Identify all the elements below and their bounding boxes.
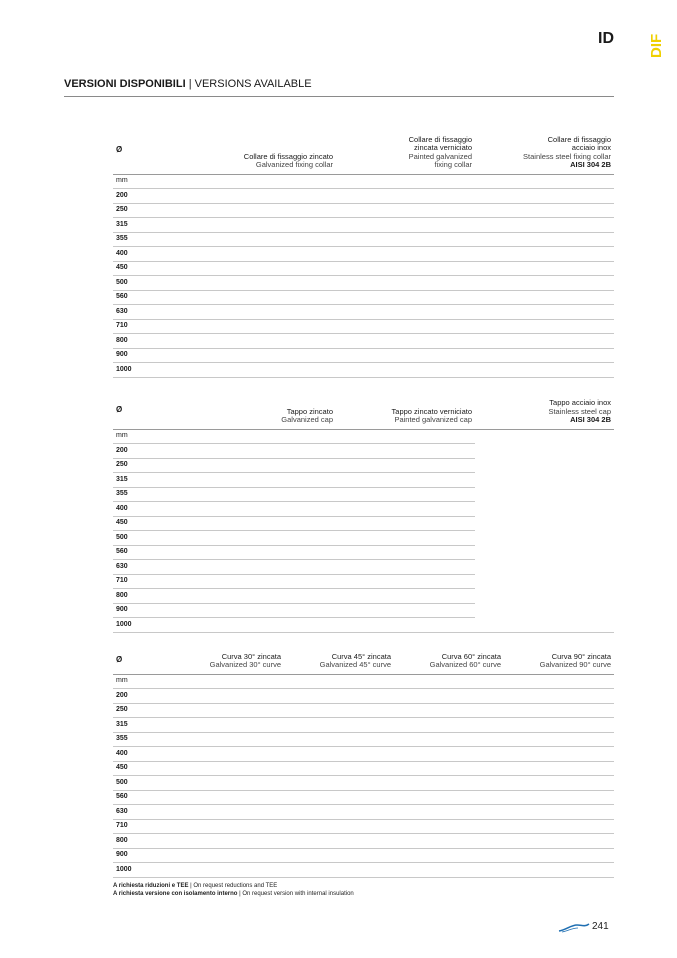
table-row	[113, 319, 614, 334]
diameter-cell: 315	[113, 718, 168, 733]
empty-cell	[475, 203, 614, 218]
header-en: Painted galvanized fixing collar	[408, 151, 472, 169]
section-title-en: VERSIONS AVAILABLE	[194, 78, 312, 90]
table-row	[113, 589, 614, 604]
empty-cell	[284, 674, 394, 689]
empty-cell	[208, 261, 336, 276]
empty-cell	[475, 189, 614, 204]
empty-cell	[168, 848, 284, 863]
diameter-cell: 710	[113, 574, 208, 589]
table-row	[113, 305, 614, 320]
empty-cell	[208, 189, 336, 204]
empty-cell	[208, 444, 336, 459]
diameter-cell: 500	[113, 776, 168, 791]
empty-cell	[475, 218, 614, 233]
empty-cell	[504, 834, 614, 849]
empty-cell	[168, 747, 284, 762]
empty-cell	[336, 174, 475, 189]
empty-cell	[336, 189, 475, 204]
empty-cell	[168, 819, 284, 834]
footnote-en: | On request reductions and TEE	[188, 883, 278, 889]
empty-cell	[336, 473, 475, 488]
wave-logo-icon	[558, 921, 590, 933]
header-curve-60	[394, 650, 504, 674]
empty-cell	[336, 502, 475, 517]
header-it: Curva 45° zincata	[331, 651, 391, 661]
diameter-cell: 450	[113, 261, 208, 276]
diameter-cell: 630	[113, 560, 208, 575]
empty-cell	[504, 863, 614, 878]
empty-cell	[336, 218, 475, 233]
table-row	[113, 473, 614, 488]
empty-cell	[475, 560, 614, 575]
header-it: Collare di fissaggio zincata verniciato	[408, 134, 472, 152]
table-row	[113, 487, 614, 502]
empty-cell	[475, 305, 614, 320]
empty-cell	[168, 776, 284, 791]
table-row	[113, 761, 614, 776]
empty-cell	[336, 560, 475, 575]
section-title-it: VERSIONI DISPONIBILI	[64, 78, 186, 90]
section-title	[64, 78, 312, 90]
empty-cell	[208, 458, 336, 473]
diameter-cell: 355	[113, 232, 208, 247]
diameter-header: Ø	[113, 650, 168, 674]
collars-table	[113, 130, 614, 378]
header-en: Galvanized 45° curve	[319, 660, 391, 669]
empty-cell	[208, 516, 336, 531]
diameter-cell: 560	[113, 290, 208, 305]
empty-cell	[208, 290, 336, 305]
table-row	[113, 531, 614, 546]
header-en: Galvanized cap	[281, 415, 333, 424]
diameter-cell: 400	[113, 247, 208, 262]
empty-cell	[475, 363, 614, 378]
header-it: Collare di fissaggio zincato	[243, 151, 333, 161]
empty-cell	[168, 732, 284, 747]
curves-table	[113, 650, 614, 878]
table-row	[113, 703, 614, 718]
header-it: Collare di fissaggio acciaio inox	[547, 134, 611, 152]
empty-cell	[208, 319, 336, 334]
empty-cell	[504, 819, 614, 834]
header-material: AISI 304 2B	[570, 415, 611, 424]
table-row	[113, 747, 614, 762]
diameter-cell: 800	[113, 334, 208, 349]
table-row	[113, 776, 614, 791]
diameter-cell: 400	[113, 502, 208, 517]
table-row	[113, 545, 614, 560]
empty-cell	[475, 348, 614, 363]
empty-cell	[284, 718, 394, 733]
empty-cell	[394, 674, 504, 689]
empty-cell	[475, 232, 614, 247]
diameter-cell: 200	[113, 189, 208, 204]
empty-cell	[208, 218, 336, 233]
diameter-cell: 900	[113, 348, 208, 363]
empty-cell	[208, 334, 336, 349]
empty-cell	[168, 863, 284, 878]
empty-cell	[284, 819, 394, 834]
empty-cell	[336, 348, 475, 363]
empty-cell	[284, 776, 394, 791]
empty-cell	[168, 674, 284, 689]
table-row	[113, 848, 614, 863]
header-painted-collar	[336, 130, 475, 174]
empty-cell	[208, 589, 336, 604]
empty-cell	[168, 761, 284, 776]
empty-cell	[475, 574, 614, 589]
header-galvanized-collar	[208, 130, 336, 174]
empty-cell	[504, 805, 614, 820]
table-row	[113, 218, 614, 233]
empty-cell	[208, 203, 336, 218]
diameter-cell: 500	[113, 276, 208, 291]
empty-cell	[504, 761, 614, 776]
table-row	[113, 334, 614, 349]
table-row	[113, 189, 614, 204]
unit-row	[113, 174, 614, 189]
header-curve-30	[168, 650, 284, 674]
diameter-cell: 710	[113, 319, 208, 334]
empty-cell	[394, 848, 504, 863]
empty-cell	[168, 689, 284, 704]
empty-cell	[504, 718, 614, 733]
table-row	[113, 458, 614, 473]
table-row	[113, 502, 614, 517]
empty-cell	[394, 790, 504, 805]
diameter-cell: 1000	[113, 363, 208, 378]
table-row	[113, 261, 614, 276]
empty-cell	[504, 674, 614, 689]
footnote-it: A richiesta riduzioni e TEE	[113, 883, 189, 889]
empty-cell	[475, 516, 614, 531]
empty-cell	[504, 790, 614, 805]
diameter-header: Ø	[113, 396, 208, 429]
unit-row	[113, 429, 614, 444]
empty-cell	[475, 334, 614, 349]
header-code: ID	[598, 30, 614, 47]
table-row	[113, 574, 614, 589]
empty-cell	[336, 363, 475, 378]
empty-cell	[475, 487, 614, 502]
empty-cell	[336, 531, 475, 546]
empty-cell	[336, 247, 475, 262]
header-en: Stainless steel cap	[548, 406, 611, 416]
diameter-cell: 500	[113, 531, 208, 546]
diameter-cell: 250	[113, 703, 168, 718]
empty-cell	[336, 618, 475, 633]
header-material: AISI 304 2B	[570, 160, 611, 169]
empty-cell	[208, 502, 336, 517]
empty-cell	[336, 429, 475, 444]
empty-cell	[208, 174, 336, 189]
empty-cell	[394, 732, 504, 747]
empty-cell	[208, 348, 336, 363]
diameter-cell: 710	[113, 819, 168, 834]
empty-cell	[208, 603, 336, 618]
diameter-cell: 315	[113, 473, 208, 488]
section-title-separator: |	[185, 78, 195, 90]
unit-row	[113, 674, 614, 689]
table-row	[113, 618, 614, 633]
empty-cell	[208, 560, 336, 575]
table-row	[113, 232, 614, 247]
unit-cell: mm	[113, 674, 168, 689]
table-row	[113, 790, 614, 805]
empty-cell	[208, 487, 336, 502]
empty-cell	[475, 319, 614, 334]
empty-cell	[336, 458, 475, 473]
empty-cell	[394, 863, 504, 878]
empty-cell	[394, 805, 504, 820]
empty-cell	[208, 545, 336, 560]
empty-cell	[284, 834, 394, 849]
diameter-cell: 250	[113, 458, 208, 473]
empty-cell	[208, 232, 336, 247]
page-number: 241	[592, 921, 609, 932]
empty-cell	[284, 790, 394, 805]
header-galvanized-cap	[208, 396, 336, 429]
header-curve-90	[504, 650, 614, 674]
empty-cell	[336, 319, 475, 334]
table-row	[113, 603, 614, 618]
empty-cell	[504, 732, 614, 747]
empty-cell	[504, 848, 614, 863]
header-en: Galvanized 30° curve	[209, 660, 281, 669]
empty-cell	[208, 305, 336, 320]
footnote-insulation	[113, 890, 354, 898]
caps-table	[113, 396, 614, 633]
empty-cell	[394, 747, 504, 762]
header-en: Painted galvanized cap	[394, 415, 472, 424]
header-en: Galvanized fixing collar	[255, 160, 333, 169]
empty-cell	[504, 689, 614, 704]
empty-cell	[208, 276, 336, 291]
empty-cell	[336, 334, 475, 349]
empty-cell	[475, 473, 614, 488]
empty-cell	[284, 747, 394, 762]
empty-cell	[208, 531, 336, 546]
empty-cell	[394, 761, 504, 776]
empty-cell	[475, 174, 614, 189]
diameter-cell: 355	[113, 732, 168, 747]
table-row	[113, 247, 614, 262]
diameter-cell: 400	[113, 747, 168, 762]
empty-cell	[336, 305, 475, 320]
table-row	[113, 203, 614, 218]
empty-cell	[208, 473, 336, 488]
empty-cell	[336, 574, 475, 589]
header-it: Curva 30° zincata	[221, 651, 281, 661]
header-en: Galvanized 60° curve	[429, 660, 501, 669]
diameter-header: Ø	[113, 130, 208, 174]
empty-cell	[475, 444, 614, 459]
diameter-cell: 200	[113, 444, 208, 459]
diameter-cell: 900	[113, 603, 208, 618]
empty-cell	[475, 261, 614, 276]
table-row	[113, 732, 614, 747]
table-row	[113, 863, 614, 878]
empty-cell	[336, 589, 475, 604]
empty-cell	[284, 848, 394, 863]
diameter-cell: 630	[113, 805, 168, 820]
unit-cell: mm	[113, 174, 208, 189]
empty-cell	[475, 276, 614, 291]
empty-cell	[284, 703, 394, 718]
empty-cell	[284, 761, 394, 776]
header-stainless-collar	[475, 130, 614, 174]
footnotes	[113, 882, 354, 898]
diameter-cell: 315	[113, 218, 208, 233]
empty-cell	[336, 545, 475, 560]
table-row	[113, 363, 614, 378]
empty-cell	[475, 618, 614, 633]
empty-cell	[504, 776, 614, 791]
empty-cell	[336, 487, 475, 502]
empty-cell	[284, 732, 394, 747]
diameter-cell: 200	[113, 689, 168, 704]
empty-cell	[475, 502, 614, 517]
diameter-cell: 450	[113, 516, 208, 531]
empty-cell	[336, 261, 475, 276]
unit-cell: mm	[113, 429, 208, 444]
empty-cell	[208, 429, 336, 444]
footnote-en: | On request version with internal insulation	[237, 891, 354, 897]
empty-cell	[475, 458, 614, 473]
empty-cell	[284, 805, 394, 820]
empty-cell	[394, 834, 504, 849]
empty-cell	[208, 363, 336, 378]
diameter-cell: 1000	[113, 863, 168, 878]
empty-cell	[168, 805, 284, 820]
empty-cell	[475, 531, 614, 546]
empty-cell	[475, 290, 614, 305]
diameter-cell: 800	[113, 589, 208, 604]
empty-cell	[475, 545, 614, 560]
side-tab-label: DIF	[648, 33, 665, 59]
diameter-cell: 560	[113, 790, 168, 805]
footnote-it: A richiesta versione con isolamento interno	[113, 891, 238, 897]
diameter-cell: 800	[113, 834, 168, 849]
empty-cell	[336, 444, 475, 459]
header-painted-cap	[336, 396, 475, 429]
header-en: Stainless steel fixing collar	[523, 151, 611, 161]
table-row	[113, 276, 614, 291]
empty-cell	[394, 819, 504, 834]
header-stainless-cap	[475, 396, 614, 429]
empty-cell	[336, 516, 475, 531]
empty-cell	[336, 276, 475, 291]
header-it: Curva 60° zincata	[441, 651, 501, 661]
header-it: Tappo acciaio inox	[549, 398, 611, 407]
diameter-cell: 1000	[113, 618, 208, 633]
diameter-cell: 450	[113, 761, 168, 776]
table-row	[113, 805, 614, 820]
header-en: Galvanized 90° curve	[539, 660, 611, 669]
empty-cell	[394, 703, 504, 718]
empty-cell	[284, 689, 394, 704]
diameter-cell: 560	[113, 545, 208, 560]
table-row	[113, 560, 614, 575]
diameter-cell: 355	[113, 487, 208, 502]
empty-cell	[208, 574, 336, 589]
empty-cell	[394, 718, 504, 733]
table-row	[113, 348, 614, 363]
empty-cell	[168, 790, 284, 805]
table-row	[113, 819, 614, 834]
table-row	[113, 689, 614, 704]
empty-cell	[504, 703, 614, 718]
header-it: Tappo zincato verniciato	[391, 406, 472, 416]
empty-cell	[475, 589, 614, 604]
header-it: Tappo zincato	[286, 406, 333, 416]
title-divider	[64, 96, 614, 97]
empty-cell	[394, 776, 504, 791]
diameter-cell: 630	[113, 305, 208, 320]
empty-cell	[336, 290, 475, 305]
table-row	[113, 516, 614, 531]
empty-cell	[394, 689, 504, 704]
empty-cell	[284, 863, 394, 878]
empty-cell	[475, 603, 614, 618]
empty-cell	[336, 603, 475, 618]
diameter-cell: 250	[113, 203, 208, 218]
empty-cell	[504, 747, 614, 762]
empty-cell	[336, 203, 475, 218]
empty-cell	[208, 618, 336, 633]
table-row	[113, 834, 614, 849]
footnote-reductions	[113, 882, 354, 890]
empty-cell	[168, 834, 284, 849]
empty-cell	[336, 232, 475, 247]
table-row	[113, 290, 614, 305]
diameter-cell: 900	[113, 848, 168, 863]
empty-cell	[475, 247, 614, 262]
empty-cell	[168, 718, 284, 733]
table-row	[113, 718, 614, 733]
empty-cell	[208, 247, 336, 262]
empty-cell	[168, 703, 284, 718]
empty-cell	[475, 429, 614, 444]
header-curve-45	[284, 650, 394, 674]
header-it: Curva 90° zincata	[551, 651, 611, 661]
table-row	[113, 444, 614, 459]
